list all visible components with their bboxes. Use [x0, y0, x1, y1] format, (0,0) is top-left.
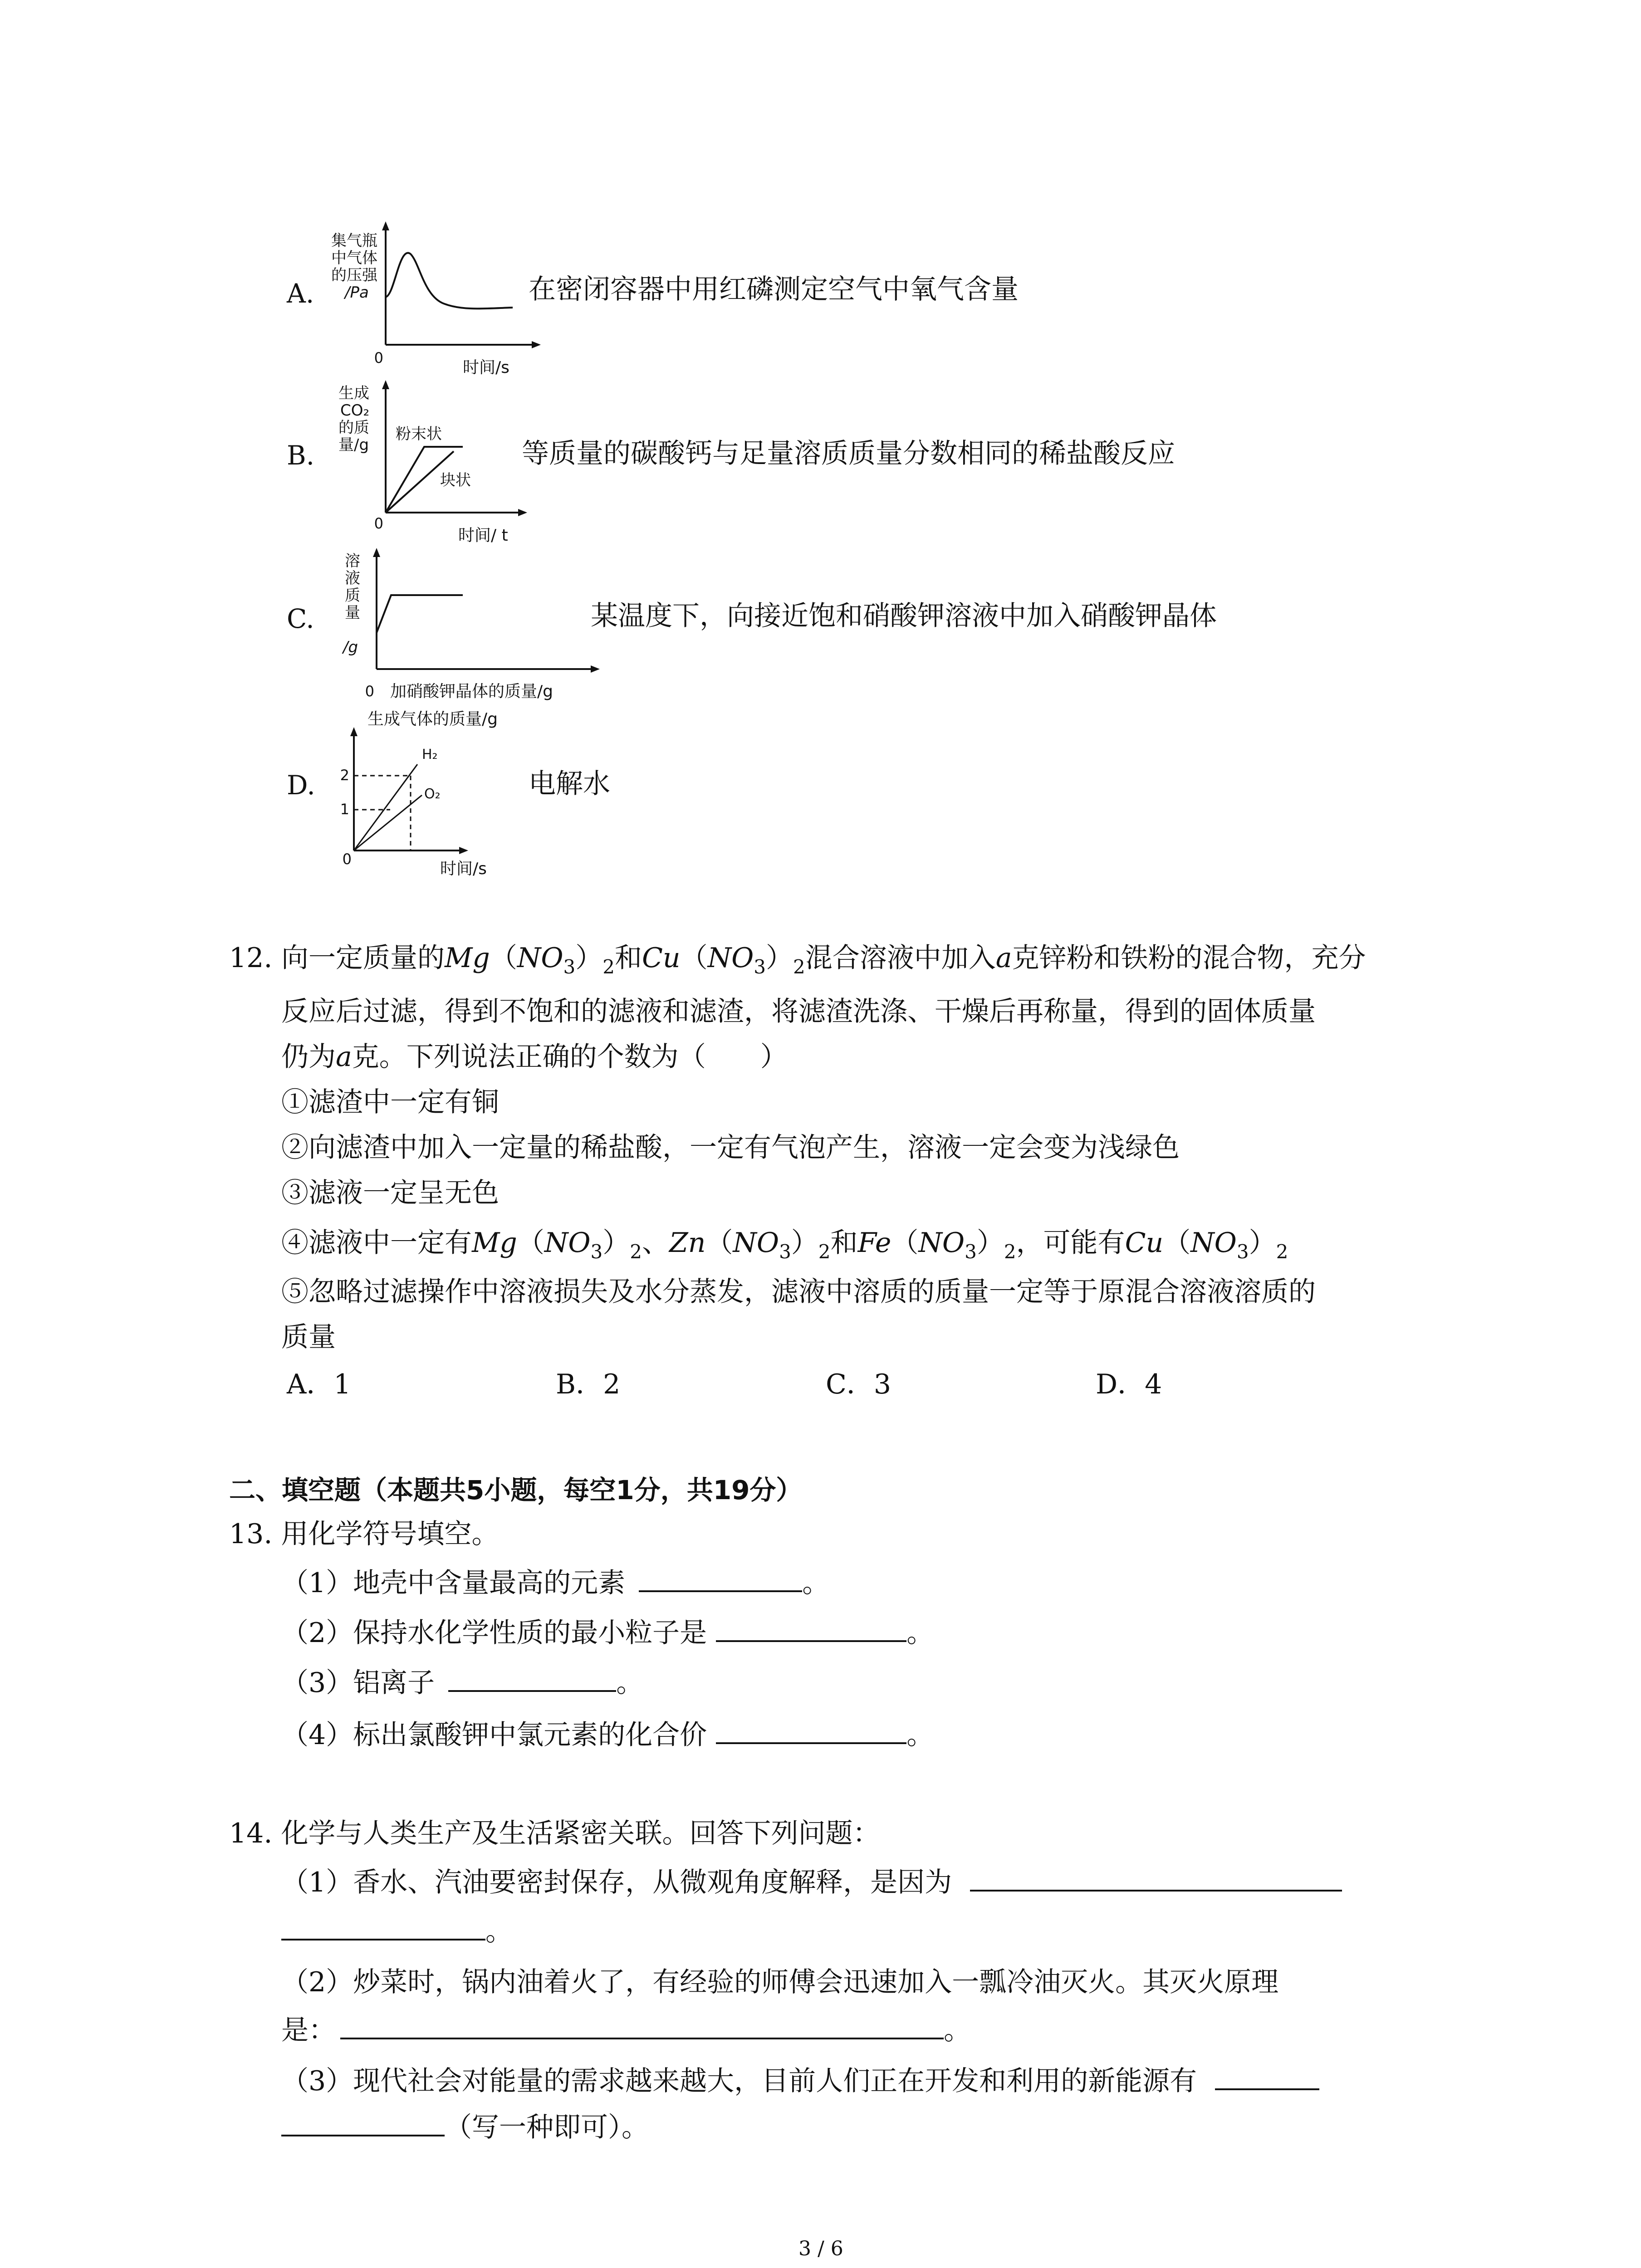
- chart-c-x-arrow: [591, 665, 600, 673]
- chart-a-xlabel: 时间/s: [463, 358, 509, 377]
- chart-d-series-h2: H₂: [422, 747, 438, 763]
- q12-choice-c: C．3: [826, 1369, 892, 1400]
- chart-b-xlabel: 时间/ t: [458, 526, 508, 545]
- chart-c-ylabel-3: 质: [345, 587, 360, 605]
- chart-d-origin: 0: [342, 850, 352, 868]
- chart-c-ylabel-4: 量: [345, 604, 360, 622]
- q12-line-3: 仍为a克。下列说法正确的个数为（ ）: [281, 1041, 788, 1073]
- option-c-text: 某温度下，向接近饱和硝酸钾溶液中加入硝酸钾晶体: [591, 600, 1217, 632]
- q13-part-3: （3）铝离子 。: [281, 1667, 644, 1699]
- chart-c-origin: 0: [365, 683, 374, 700]
- q12-choice-b: B．2: [556, 1369, 621, 1400]
- q12-item-2: ②向滤渣中加入一定量的稀盐酸，一定有气泡产生，溶液一定会变为浅绿色: [281, 1132, 1180, 1163]
- chart-d-ytick-2: 2: [340, 767, 349, 784]
- q14-part-3: （3）现代社会对能量的需求越来越大，目前人们正在开发和利用的新能源有: [281, 2068, 1319, 2095]
- chart-c-ylabel-1: 溶: [345, 552, 360, 570]
- q13-part-1: （1）地壳中含量最高的元素 。: [281, 1567, 830, 1599]
- q13-stem: 13. 用化学符号填空。: [229, 1518, 499, 1550]
- chart-a-origin: 0: [374, 349, 383, 367]
- chart-b-series-powder: 粉末状: [396, 425, 442, 443]
- q12-item-3: ③滤液一定呈无色: [281, 1177, 499, 1209]
- q12-item-1: ①滤渣中一定有铜: [281, 1086, 499, 1118]
- chart-d-ylabel: 生成气体的质量/g: [367, 710, 498, 728]
- chart-a-curve: [386, 253, 513, 309]
- option-b-text: 等质量的碳酸钙与足量溶质质量分数相同的稀盐酸反应: [522, 438, 1175, 469]
- chart-a-ylabel-4: /Pa: [345, 284, 369, 302]
- chart-b-ylabel-3: 的质: [338, 419, 369, 437]
- chart-c-line: [377, 595, 463, 633]
- chart-c-ylabel-2: 液: [345, 569, 360, 587]
- page-number: 3 / 6: [798, 2237, 843, 2260]
- chart-d-x-arrow: [459, 847, 468, 854]
- q14-part-1: （1）香水、汽油要密封保存，从微观角度解释，是因为: [281, 1869, 1342, 1896]
- q14-part-2-line-2: 是： 。: [281, 2014, 971, 2046]
- q14-part-1-cont: 。: [281, 1918, 513, 1945]
- q12-line-1: 向一定质量的$Mg(NO_3)_2$和$Cu(NO_3)_2$混合溶液中加入a克锌粉和铁粉的混合物，充分: [281, 942, 1366, 978]
- chart-a-ylabel-1: 集气瓶: [331, 232, 377, 250]
- q14-part-2-line-1: （2）炒菜时，锅内油着火了，有经验的师傅会迅速加入一瓢冷油灭火。其灭火原理: [281, 1966, 1279, 1998]
- chart-d: [327, 705, 563, 878]
- chart-b-origin: 0: [374, 515, 383, 532]
- chart-a-y-arrow: [382, 221, 389, 230]
- option-a-letter: A.: [287, 278, 314, 309]
- chart-a: [327, 218, 544, 381]
- q14-stem: 14. 化学与人类生产及生活紧密关联。回答下列问题：: [229, 1818, 880, 1849]
- chart-a-x-arrow: [532, 341, 541, 348]
- chart-b-ylabel-4: 量/g: [338, 436, 369, 454]
- chart-d-series-o2: O₂: [424, 786, 441, 802]
- chart-b-ylabel-1: 生成: [338, 384, 369, 402]
- chart-d-ytick-1: 1: [340, 801, 349, 818]
- q13-part-4: （4）标出氯酸钾中氯元素的化合价 。: [281, 1719, 934, 1751]
- chart-c: [327, 544, 608, 708]
- chart-d-xlabel: 时间/s: [440, 860, 487, 878]
- q12-item-5-line-2: 质量: [281, 1321, 336, 1353]
- option-c-letter: C.: [287, 603, 314, 634]
- q12-line-2: 反应后过滤，得到不饱和的滤液和滤渣，将滤渣洗涤、干燥后再称量，得到的固体质量: [281, 996, 1316, 1027]
- chart-c-y-arrow: [373, 548, 380, 557]
- q13-part-2: （2）保持水化学性质的最小粒子是 。: [281, 1617, 934, 1649]
- chart-b: [327, 376, 544, 544]
- q12-item-5-line-1: ⑤忽略过滤操作中溶液损失及水分蒸发，滤液中溶质的质量一定等于原混合溶液溶质的: [281, 1276, 1316, 1308]
- q12-choice-a: A．1: [287, 1369, 351, 1400]
- option-a-text: 在密闭容器中用红磷测定空气中氧气含量: [529, 274, 1019, 305]
- q12-choice-d: D．4: [1096, 1369, 1162, 1400]
- chart-b-y-arrow: [382, 380, 389, 389]
- chart-c-ylabel-5: /g: [343, 638, 358, 656]
- chart-d-y-arrow: [350, 727, 358, 736]
- option-d-letter: D.: [287, 770, 315, 801]
- chart-c-xlabel: 加硝酸钾晶体的质量/g: [390, 682, 553, 701]
- option-b-letter: B.: [287, 440, 315, 471]
- chart-a-ylabel-2: 中气体: [331, 249, 377, 267]
- chart-b-series-block: 块状: [440, 471, 471, 489]
- chart-b-x-arrow: [518, 509, 527, 516]
- option-d-text: 电解水: [529, 768, 610, 800]
- chart-a-ylabel-3: 的压强: [331, 266, 377, 284]
- chart-b-ylabel-2: CO₂: [340, 401, 370, 420]
- section-2-title: 二、填空题（本题共5小题，每空1分，共19分）: [229, 1475, 803, 1505]
- q12-number: 12.: [229, 942, 273, 974]
- q12-item-4: ④滤液中一定有$Mg(NO_3)_2$、$Zn(NO_3)_2$和$Fe(NO_3)_2$，可能有$Cu(NO_3)_2$: [281, 1227, 1288, 1263]
- q14-part-3-cont: （写一种即可）。: [281, 2114, 649, 2141]
